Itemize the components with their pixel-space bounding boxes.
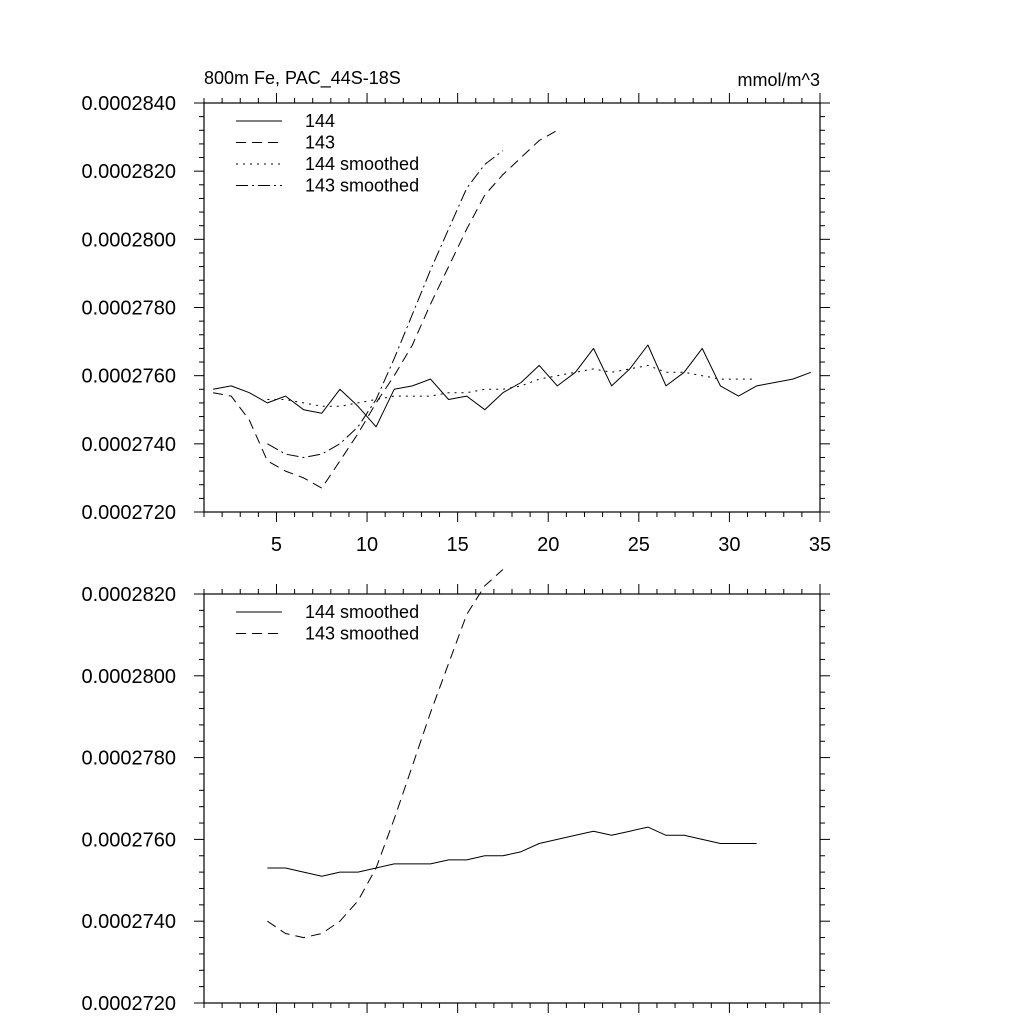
series-line [267,827,756,876]
series-line [267,365,756,406]
legend-label: 144 smoothed [305,602,420,622]
x-tick-label: 25 [627,534,650,556]
y-tick-label: 0.0002720 [81,993,176,1015]
y-tick-label: 0.0002800 [81,229,176,252]
y-tick-label: 0.0002800 [81,665,176,688]
legend-label: 143 [305,132,336,153]
chart-panel-top [81,68,831,556]
x-tick-label: 20 [537,534,560,556]
y-tick-label: 0.0002720 [81,502,176,524]
y-tick-label: 0.0002760 [81,829,176,852]
y-tick-label: 0.0002840 [81,93,176,115]
legend-label: 143 smoothed [305,175,420,196]
y-tick-label: 0.0002820 [81,161,176,184]
legend-label: 144 smoothed [305,154,420,174]
x-tick-label: 5 [270,534,283,556]
x-tick-label: 35 [808,534,832,556]
plot-frame [204,103,820,512]
legend-label: 144 [305,111,336,131]
x-tick-label: 10 [355,534,379,556]
x-tick-label: 30 [718,534,741,556]
chart-panel-bottom [81,570,830,1016]
chart-units: mmol/m^3 [737,70,820,90]
y-tick-label: 0.0002820 [81,584,176,606]
y-tick-label: 0.0002740 [81,433,176,456]
plot-frame [204,594,820,1003]
series-line [267,151,503,458]
y-tick-label: 0.0002780 [81,297,176,320]
chart-title: 800m Fe, PAC_44S-18S [204,68,401,88]
series-line [213,345,811,427]
y-tick-label: 0.0002780 [81,747,176,770]
legend-label: 143 smoothed [305,623,420,644]
y-tick-label: 0.0002760 [81,365,176,388]
x-tick-label: 15 [446,534,469,556]
y-tick-label: 0.0002740 [81,911,176,934]
